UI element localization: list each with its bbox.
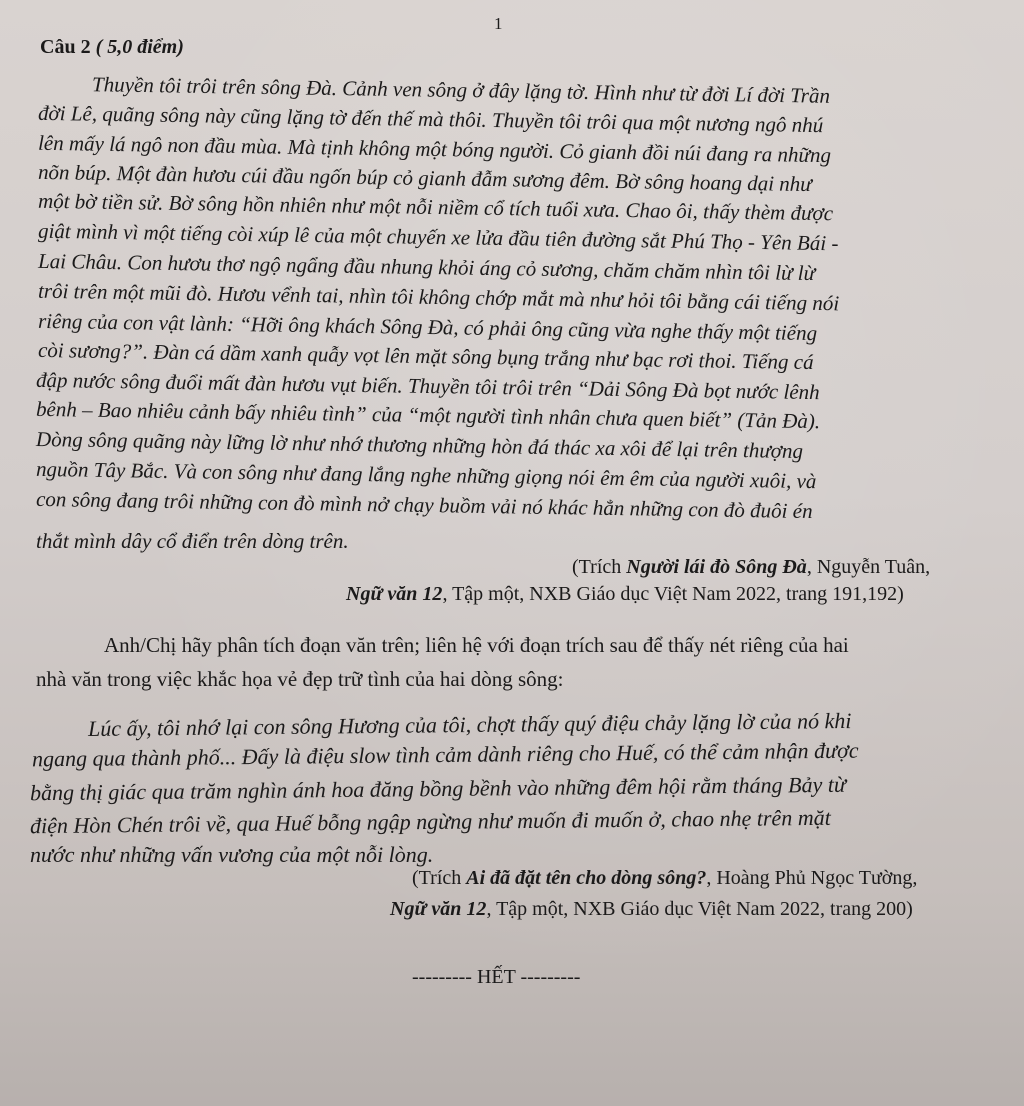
passage2-line: ngang qua thành phố... Đấy là điệu slow tình cảm dành riêng cho Huế, có thể cảm nhận được <box>31 737 859 772</box>
passage1-line: Lai Châu. Con hươu thơ ngộ ngẩng đầu nhung khỏi áng cỏ sương, chăm chăm nhìn tôi lừ lừ <box>37 248 816 286</box>
passage2-source-title: Ai đã đặt tên cho dòng sông? <box>466 867 707 889</box>
passage1-line: thắt mình dây cổ điển trên dòng trên. <box>36 529 349 553</box>
passage1-citation-line2: Ngữ văn 12, Tập một, NXB Giáo dục Việt Nam 2022, trang 191,192) <box>346 583 904 605</box>
prompt-line: Anh/Chị hãy phân tích đoạn văn trên; liên hệ với đoạn trích sau để thấy nét riêng của hai <box>104 633 849 657</box>
passage1-line: con sông đang trôi những con đò mình nở chạy buồm vải nó khác hẳn những con đò đuôi én <box>35 486 813 524</box>
passage1-line: Thuyền tôi trôi trên sông Đà. Cảnh ven sông ở đây lặng tờ. Hình như từ đời Lí đời Trần <box>91 72 831 108</box>
passage2-source-book: Ngữ văn 12 <box>390 898 487 920</box>
passage1-line: Dòng sông quãng này lững lờ như nhớ thương những hòn đá thác xa xôi để lại trên thượng <box>35 426 804 464</box>
passage1-source-book: Ngữ văn 12 <box>346 583 443 605</box>
passage1-line: đập nước sông đuổi mất đàn hươu vụt biến. Thuyền tôi trôi trên “Dải Sông Đà bọt nước lênh <box>35 367 820 405</box>
end-mark: --------- HẾT --------- <box>412 966 581 988</box>
passage1-line: trôi trên một mũi đò. Hươu vểnh tai, nhìn tôi không chớp mắt mà như hỏi tôi bằng cái tiếng nói <box>37 278 840 316</box>
passage1-line: một bờ tiền sử. Bờ sông hồn nhiên như một nỗi niềm cổ tích tuổi xưa. Chao ôi, thấy thèm được <box>37 188 834 226</box>
passage1-line: còi sương?”. Đàn cá dầm xanh quẫy vọt lên mặt sông bụng trắng như bạc rơi thoi. Tiếng cá <box>37 337 814 375</box>
passage2-line: nước như những vấn vương của một nỗi lòng. <box>30 842 434 867</box>
question-label: Câu 2 <box>40 36 91 58</box>
passage1-line: riêng của con vật lành: “Hỡi ông khách Sông Đà, có phải ông cũng vừa nghe thấy một tiếng <box>37 308 818 346</box>
passage1-line: bênh – Bao nhiêu cảnh bấy nhiêu tình” của “một người tình nhân chưa quen biết” (Tản Đà). <box>35 396 821 434</box>
passage1-line: nguồn Tây Bắc. Và con sông như đang lắng nghe những giọng nói êm êm của người xuôi, và <box>35 456 817 494</box>
passage2-line: bằng thị giác qua trăm nghìn ánh hoa đăng bồng bềnh vào những đêm hội rằm tháng Bảy từ <box>29 771 847 806</box>
passage2-line: Lúc ấy, tôi nhớ lại con sông Hương của tôi, chợt thấy quý điệu chảy lặng lờ của nó khi <box>87 708 852 741</box>
prompt-line: nhà văn trong việc khắc họa vẻ đẹp trữ tình của hai dòng sông: <box>36 667 564 691</box>
passage1-citation-line1: (Trích Người lái đò Sông Đà, Nguyễn Tuân, <box>572 556 931 578</box>
passage1-source-title: Người lái đò Sông Đà <box>626 556 807 578</box>
page-number: 1 <box>494 14 503 33</box>
passage2-line: điện Hòn Chén trôi về, qua Huế bỗng ngập ngừng như muốn đi muốn ở, chao nhẹ trên mặt <box>29 804 831 839</box>
passage2-citation-line2: Ngữ văn 12, Tập một, NXB Giáo dục Việt Nam 2022, trang 200) <box>390 898 913 920</box>
passage2-citation-line1: (Trích Ai đã đặt tên cho dòng sông?, Hoàng Phủ Ngọc Tường, <box>412 867 918 889</box>
passage1-line: giật mình vì một tiếng còi xúp lê của một chuyến xe lửa đầu tiên đường sắt Phú Thọ - Yên Bái - <box>37 218 839 256</box>
passage1-line: đời Lê, quãng sông này cũng lặng tờ đến thế mà thôi. Thuyền tôi trôi qua một nương ngô nhú <box>37 100 824 138</box>
question-score: ( 5,0 điểm) <box>95 36 184 58</box>
passage1-line: nõn búp. Một đàn hươu cúi đầu ngốn búp cỏ gianh đẫm sương đêm. Bờ sông hoang dại như <box>37 159 812 197</box>
passage1-line: lên mấy lá ngô non đầu mùa. Mà tịnh không một bóng người. Cỏ gianh đồi núi đang ra những <box>37 130 832 168</box>
question-title <box>40 36 184 59</box>
